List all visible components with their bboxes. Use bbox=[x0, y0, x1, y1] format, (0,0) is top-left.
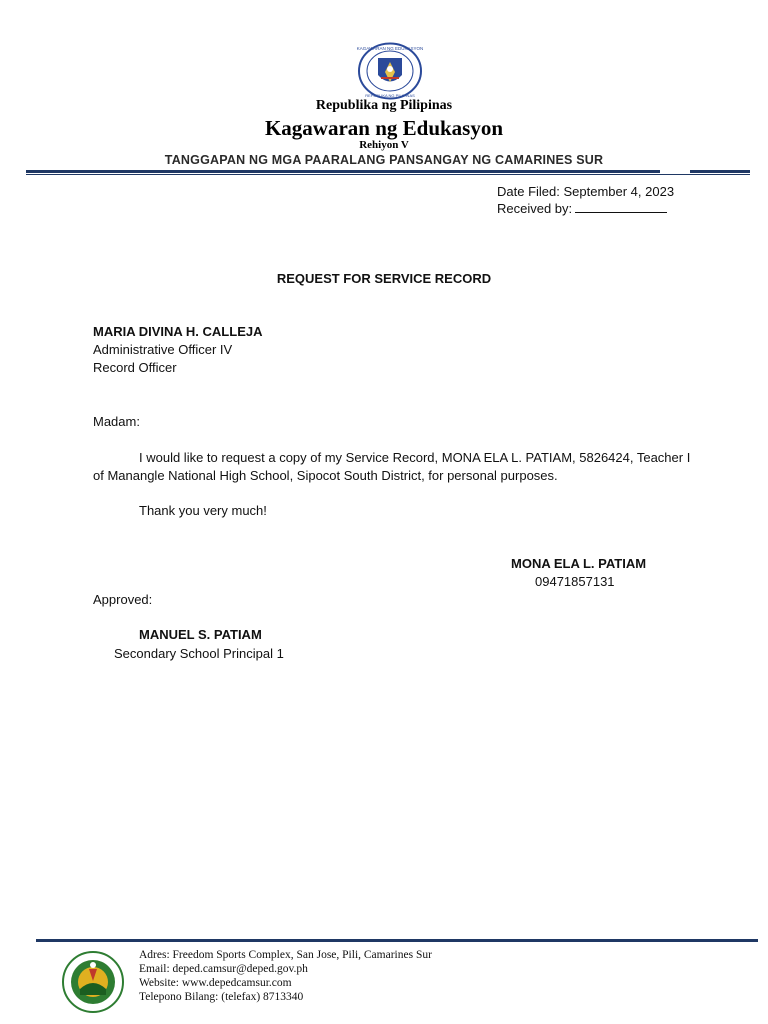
received-by bbox=[497, 200, 667, 218]
header-divider-thin bbox=[26, 174, 750, 175]
signer-name: MONA ELA L. PATIAM bbox=[511, 556, 647, 571]
addressee-office: Record Officer bbox=[93, 360, 177, 375]
seal-top-text: KAGAWARAN NG EDUKASYON bbox=[357, 46, 423, 51]
footer-phone: Telepono Bilang: (telefax) 8713340 bbox=[139, 991, 304, 1003]
footer-divider bbox=[36, 939, 758, 942]
addressee-position: Administrative Officer IV bbox=[93, 342, 233, 357]
letter-title: REQUEST FOR SERVICE RECORD bbox=[276, 271, 492, 286]
region-heading: Rehiyon V bbox=[359, 139, 409, 151]
division-logo-icon bbox=[62, 951, 124, 1013]
letter-body: I would like to request a copy of my Service Record, MONA ELA L. PATIAM, 5826424, Teacher I of Manangle National High School, Sipocot South District, for personal purposes. bbox=[93, 450, 691, 483]
salutation: Madam: bbox=[93, 414, 140, 429]
approver-name: MANUEL S. PATIAM bbox=[139, 627, 262, 642]
footer-email: Email: deped.camsur@deped.gov.ph bbox=[139, 963, 308, 975]
received-by-blank-line bbox=[575, 200, 667, 213]
approved-label: Approved: bbox=[93, 592, 153, 607]
header-divider bbox=[26, 170, 750, 173]
header-divider-gap bbox=[660, 169, 690, 173]
received-by-label: Received by: bbox=[497, 201, 573, 216]
republic-heading: Republika ng Pilipinas bbox=[315, 98, 453, 113]
seal-bottom-text: REPUBLIKA NG PILIPINAS bbox=[365, 93, 415, 98]
closing-thanks: Thank you very much! bbox=[139, 503, 267, 518]
deped-seal-icon bbox=[357, 42, 423, 100]
date-filed: Date Filed: September 4, 2023 bbox=[497, 184, 675, 199]
agency-heading: Kagawaran ng Edukasyon bbox=[264, 116, 504, 140]
footer-website: Website: www.depedcamsur.com bbox=[139, 977, 292, 989]
approver-position: Secondary School Principal 1 bbox=[114, 646, 284, 661]
office-heading: TANGGAPAN NG MGA PAARALANG PANSANGAY NG CAMARINES SUR bbox=[164, 153, 604, 167]
addressee-name: MARIA DIVINA H. CALLEJA bbox=[93, 324, 263, 339]
signer-phone: 09471857131 bbox=[535, 574, 615, 589]
footer-address: Adres: Freedom Sports Complex, San Jose, Pili, Camarines Sur bbox=[139, 949, 432, 961]
